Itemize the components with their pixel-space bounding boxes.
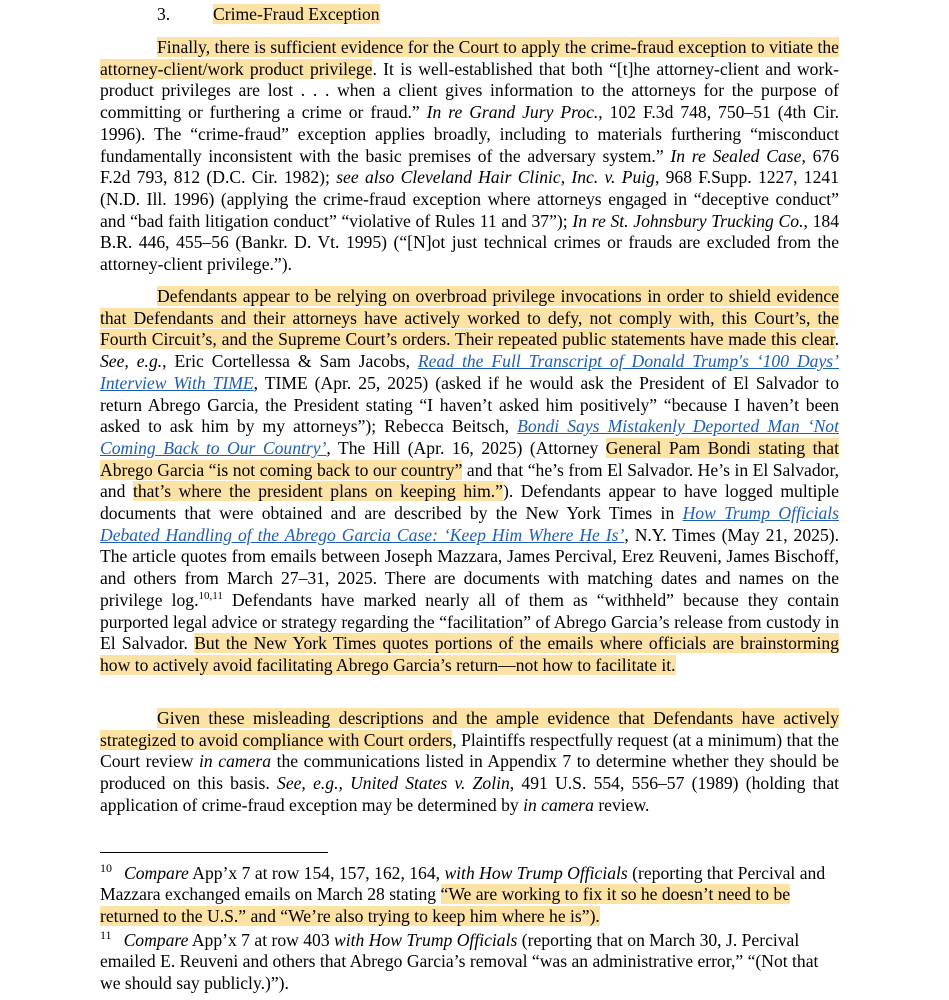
text: , N.Y. Times (May 21, 2025). The article quotes from emails between Joseph Mazzara, James Percival, Erez Reuveni, James Bischoff, and others from March 27–31, 2025. There are documents with matching dates and names on the privilege log. (100, 524, 840, 610)
text: , The Hill (Apr. 16, 2025) (Attorney (326, 437, 606, 458)
link-nyt-article[interactable]: How Trump Officials Debated Handling of the Abrego Garcia Case: ‘Keep Him Where He Is’ (100, 503, 839, 545)
section-title: Crime-Fraud Exception (213, 4, 380, 24)
highlight-text: “We are working to fix it so he doesn’t need to be returned to the U.S.” and “We’re also trying to keep him where he is”). (100, 884, 791, 926)
text: , 676 F.2d 793, 812 (D.C. Cir. 1982); (100, 145, 839, 188)
footnote-divider (100, 852, 328, 853)
text: . (834, 329, 839, 350)
emphasis: in camera (523, 794, 594, 815)
text: the communications listed in Appendix 7 to determine whether they should be produced on this basis. (100, 751, 839, 794)
emphasis: in camera (199, 751, 272, 772)
text: , 184 B.R. 446, 455–56 (Bankr. D. Vt. 1995) (“[N]ot just technical crimes or frauds are excluded from the attorney-client privilege.”). (100, 210, 839, 275)
text: , Eric Cortellessa & Sam Jacobs, (162, 351, 418, 372)
text: App’x 7 at row 154, 157, 162, 164, (188, 863, 445, 883)
text: review. (593, 794, 650, 815)
link-the-hill-article[interactable]: Bondi Says Mistakenly Deported Man ‘Not Coming Back to Our Country’ (100, 416, 839, 458)
footnote-11 (100, 930, 839, 994)
text: ). Defendants appear to have logged multiple documents that were obtained and are described by the New York Times in (100, 481, 839, 524)
footnote-number: 10 (100, 861, 112, 876)
text: , 491 U.S. 554, 556–57 (1989) (holding that application of crime-fraud exception may be determined by (100, 773, 840, 815)
paragraph-crime-fraud-standard (100, 37, 839, 276)
citation: In re Sealed Case (670, 145, 802, 166)
citation: In re Grand Jury Proc. (426, 102, 599, 123)
citation-signal: See, e.g. (100, 351, 163, 372)
citation-signal: Compare (124, 863, 189, 883)
highlight-text: Given these misleading descriptions and the ample evidence that Defendants have actively strategized to avoid compliance with Court orders (100, 708, 839, 750)
text: (reporting that Percival and Mazzara exchanged emails on March 28 stating (100, 863, 826, 905)
highlight-text: General Pam Bondi stating that Abrego Garcia “is not coming back to our country” (100, 437, 839, 480)
highlight-text: Finally, there is sufficient evidence for the Court to apply the crime-fraud exception to vitiate the attorney-client/work product privilege (100, 37, 839, 79)
highlight-text: But the New York Times quotes portions of the emails where officials are brainstorming how to actively avoid facilitating Abrego Garcia’s return—not how to facilitate it. (100, 633, 840, 675)
paragraph-defendants-conduct (100, 286, 839, 677)
section-number: 3. (157, 4, 171, 24)
citation: In re St. Johnsbury Trucking Co. (572, 210, 804, 231)
highlight-text: Defendants appear to be relying on overbroad privilege invocations in order to shield evidence that Defendants and their attorneys have actively worked to defy, not comply with, this Court’s, the Fourth Circuit’s, and the Supreme Court’s orders. Their repeated public statements have made this clear (100, 286, 839, 350)
text: Defendants have marked nearly all of them as “withheld” because they contain purported legal advice or strategy regarding the “facilitation” of Abrego Garcia’s release from custody in El Salvador. (100, 589, 840, 654)
text: . It is well-established that both “[t]he attorney-client and work-product privileges are lost . . . when a client gives information to the attorneys for the purpose of committing or furthering a crime or fraud.” (100, 58, 839, 123)
text: and that “he’s from El Salvador. He’s in El Salvador, and (100, 459, 840, 502)
text: , Plaintiffs respectfully request (at a minimum) that the Court review (100, 729, 839, 772)
link-time-transcript[interactable]: Read the Full Transcript of Donald Trump's ‘100 Days’ Interview With TIME (100, 351, 839, 393)
text: , TIME (Apr. 25, 2025) (asked if he would ask the President of El Salvador to return Abrego Garcia, the President stating “I haven’t asked him positively” “because I haven’t been asked to ask him by my attorneys”); Rebecca Beitsch, (100, 372, 840, 437)
citation-signal: Compare (123, 930, 189, 950)
footnote-10 (100, 863, 839, 927)
section-heading (157, 4, 380, 26)
highlight-text: that’s where the president plans on keeping him.” (132, 481, 503, 502)
citation: See, e.g., United States v. Zolin (277, 773, 510, 794)
text: (reporting that on March 30, J. Percival emailed E. Reuveni and others that Abrego Garcia’s removal “was an administrative error,” “(Not that we should say publicly.)”). (100, 930, 819, 993)
footnote-reference[interactable]: 10,11 (198, 589, 223, 602)
paragraph-in-camera-request (100, 708, 839, 817)
citation: with How Trump Officials (334, 930, 518, 950)
footnote-number: 11 (100, 928, 112, 943)
text: , 968 F.Supp. 1227, 1241 (N.D. Ill. 1996) (applying the crime-fraud exception where attorneys engaged in “deceptive conduct” and “bad faith litigation conduct” “violative of Rules 11 and 37”); (100, 167, 839, 231)
citation: see also Cleveland Hair Clinic, Inc. v. Puig (336, 167, 655, 188)
citation: with How Trump Officials (444, 863, 628, 883)
text: App’x 7 at row 403 (188, 930, 335, 950)
text: , 102 F.3d 748, 750–51 (4th Cir. 1996). The “crime-fraud” exception applies broadly, including to materials furthering “misconduct fundamentally inconsistent with the basic premises of the adversary system.” (100, 102, 840, 166)
